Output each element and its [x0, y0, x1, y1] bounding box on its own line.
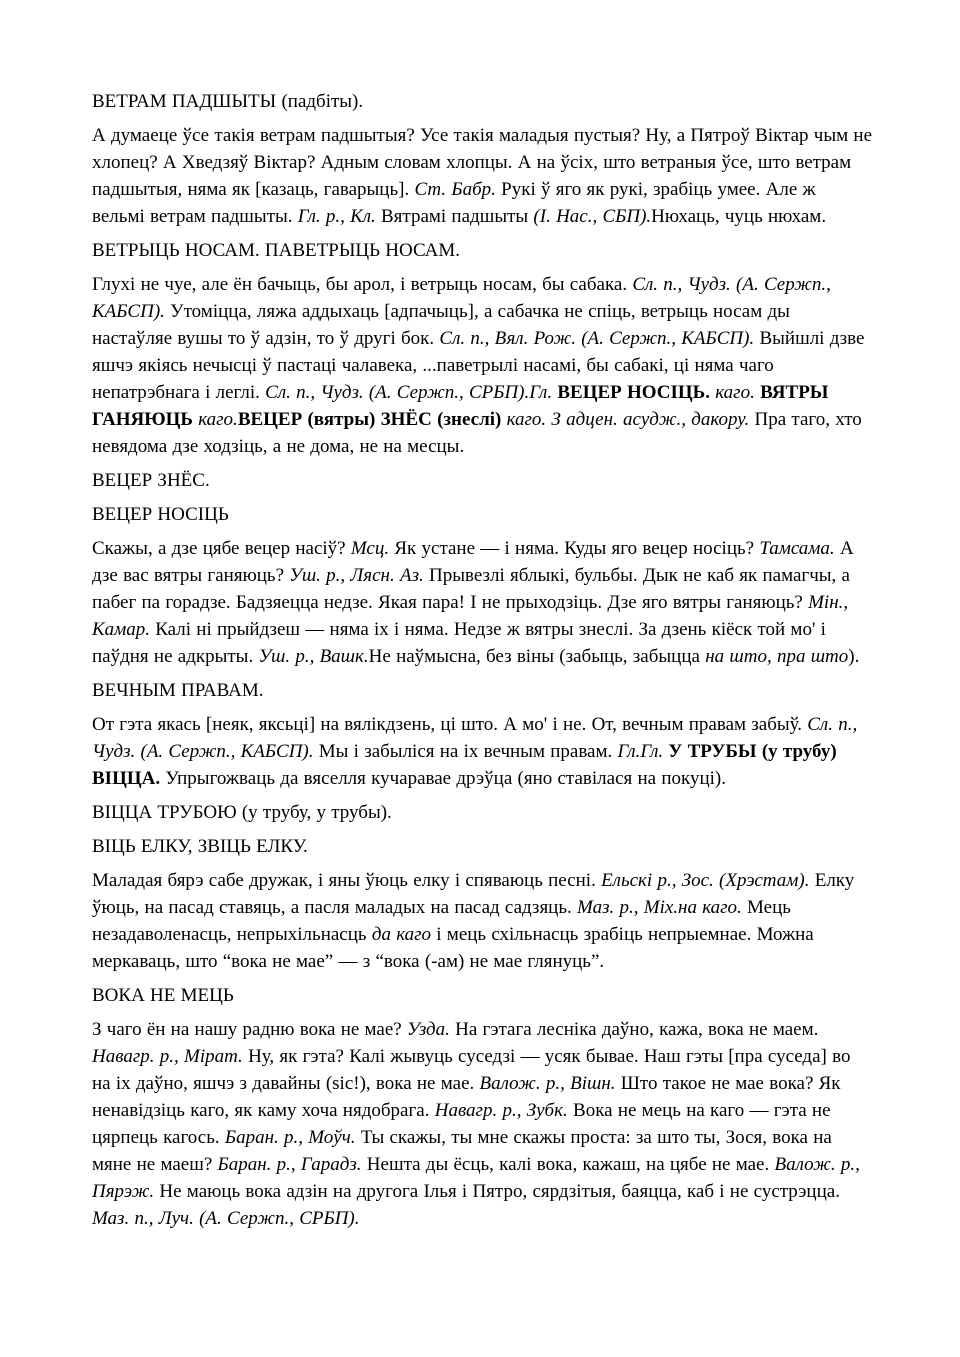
- source-citation: да каго: [371, 924, 432, 945]
- body-text: Нешта ды ёсць, калі вока, кажаш, на цябе не мае.: [361, 1154, 775, 1175]
- source-citation: Баран. р., Моўч.: [224, 1127, 356, 1148]
- body-text: ).: [848, 646, 860, 667]
- body-text: ВЕТРАМ ПАДШЫТЫ (падбіты).: [92, 91, 364, 112]
- source-citation: Баран. р., Гарадз.: [217, 1154, 362, 1175]
- body-text: Утоміцца, ляжа аддыхаць [адпачыць], а сабачка не спіць, ветрыць носам ды настаўляе вушы то ў адзін, то ў другі бок.: [92, 301, 790, 349]
- entry-paragraph: [92, 535, 872, 670]
- cross-reference: ВЯТРЫ ГАНЯЮЦЬ: [92, 382, 829, 430]
- source-citation: Гл. р., Кл.: [297, 206, 376, 227]
- source-citation: Ельскі р., Зос. (Хрэстам).: [601, 870, 810, 891]
- body-text: Вока не мець на каго — гэта не цярпець кагось.: [92, 1100, 831, 1148]
- source-citation: Тамсама.: [759, 538, 835, 559]
- source-citation: на што, пра што: [705, 646, 849, 667]
- entry-heading: [92, 501, 872, 528]
- body-text: Глухі не чуе, але ён бачыць, бы арол, і ветрыць носам, бы сабака.: [92, 274, 633, 295]
- source-citation: Узда.: [407, 1019, 450, 1040]
- body-text: Не маюць вока адзін на другога Ілья і Пятро, сярдзітыя, баяцца, каб і не сустрэцца.: [154, 1181, 840, 1202]
- source-citation: Гл.Гл.: [617, 741, 664, 762]
- body-text: Маладая бярэ сабе дружак, і яны ўюць елку і спяваюць песні.: [92, 870, 602, 891]
- body-text: ВЕЦЕР ЗНЁС.: [92, 470, 210, 491]
- body-text: От гэта якась [неяк, яксьці] на вялікдзень, ці што. А мо' і не. От, вечным правам забыў.: [92, 714, 808, 735]
- body-text: і мець схільнасць зрабіць непрыемнае. Можна меркаваць, што “вока не мае” — з “вока (-ам) не мае глянуць”.: [92, 924, 814, 972]
- body-text: А дзе вас вятры ганяюць?: [92, 538, 854, 586]
- source-citation: Мін., Камар.: [92, 592, 849, 640]
- entry-paragraph: [92, 271, 872, 460]
- source-citation: Сл. п., Вял. Рож. (А. Сержп., КАБСП).: [439, 328, 755, 349]
- body-text: Упрыгожваць да вяселля кучаравае дрэўца (яно ставілася на покуці).: [160, 768, 726, 789]
- body-text: ВІЦЦА ТРУБОЮ (у трубу, у трубы).: [92, 802, 392, 823]
- body-text: Елку ўюць, на пасад ставяць, а пасля маладых на пасад садзяць.: [92, 870, 855, 918]
- body-text: ВОКА НЕ МЕЦЬ: [92, 985, 234, 1006]
- body-text: ВЕЧНЫМ ПРАВАМ.: [92, 680, 264, 701]
- body-text: Ну, як гэта? Калі жывуць суседзі — усяк бывае. Наш гэты [пра суседа] во на іх даўно, яшчэ з давайны (sіc!), вока не мае.: [92, 1046, 851, 1094]
- source-citation: Уш. р., Лясн. Аз.: [289, 565, 424, 586]
- source-citation: Уш. р., Вашк.: [258, 646, 369, 667]
- source-citation: Валож. р., Пярэж.: [92, 1154, 860, 1202]
- source-citation: Ст. Бабр.: [414, 179, 496, 200]
- cross-reference: ВЕЦЕР (вятры) ЗНЁС (знеслі): [237, 409, 502, 430]
- entry-heading: [92, 982, 872, 1009]
- body-text: Як устане — і няма. Куды яго вецер носіць?: [389, 538, 760, 559]
- source-citation: каго.: [715, 382, 755, 403]
- source-citation: Навагр. р., Зубк.: [434, 1100, 568, 1121]
- body-text: Рукі ў яго як рукі, зрабіць умее. Але ж вельмі ветрам падшыты.: [92, 179, 816, 227]
- body-text: ВЕТРЫЦЬ НОСАМ. ПАВЕТРЫЦЬ НОСАМ.: [92, 240, 461, 261]
- body-text: Што такое не мае вока? Як ненавідзіць каго, як каму хоча нядобрага.: [92, 1073, 841, 1121]
- body-text: Калі ні прыйдзеш — няма іх і няма. Недзе ж вятры знеслі. За дзень кіёск той мо' і паўдня не адкрыты.: [92, 619, 826, 667]
- entry-heading: [92, 677, 872, 704]
- body-text: Нюхаць, чуць нюхам.: [651, 206, 827, 227]
- entry-paragraph: [92, 1016, 872, 1232]
- source-citation: Сл. п., Чудз. (А. Сержп., КАБСП).: [92, 714, 858, 762]
- body-text: А думаеце ўсе такія ветрам падшытыя? Усе такія маладыя пустыя? Ну, а Пятроў Віктар чым не хлопец? А Хведзяў Віктар? Адным словам хлопцы. А на ўсіх, што ветраныя ўсе, што ветрам падшытыя, няма як [казаць, гаварыць].: [92, 125, 873, 200]
- body-text: Выйшлі дзве яшчэ якіясь нечысці ў пастаці чалавека, ...паветрылі насамі, бы сабакі, ці няма чаго непатрэбнага і леглі.: [92, 328, 865, 403]
- source-citation: Сл. п., Чудз. (А. Сержп., КАБСП).: [92, 274, 831, 322]
- body-text: Пра таго, хто невядома дзе ходзіць, а не дома, не на месцы.: [92, 409, 862, 457]
- body-text: З чаго ён на нашу радню вока не мае?: [92, 1019, 407, 1040]
- source-citation: Мсц.: [350, 538, 390, 559]
- source-citation: Маз. р., Міх.на каго.: [577, 897, 742, 918]
- body-text: Вятрамі падшыты: [375, 206, 534, 227]
- source-citation: Маз. п., Луч. (А. Сержп., СРБП).: [92, 1208, 360, 1229]
- source-citation: каго.: [198, 409, 238, 430]
- body-text: ВЕЦЕР НОСІЦЬ: [92, 504, 229, 525]
- entry-heading: [92, 833, 872, 860]
- entry-heading: [92, 799, 872, 826]
- body-text: На гэтага лесніка даўно, кажа, вока не маем.: [449, 1019, 819, 1040]
- entry-heading: [92, 88, 872, 115]
- source-citation: Сл. п., Чудз. (А. Сержп., СРБП).Гл.: [265, 382, 553, 403]
- body-text: Скажы, а дзе цябе вецер насіў?: [92, 538, 351, 559]
- entry-heading: [92, 467, 872, 494]
- source-citation: Валож. р., Вішн.: [479, 1073, 616, 1094]
- cross-reference: У ТРУБЫ (у трубу) ВІЦЦА.: [92, 741, 837, 789]
- entry-paragraph: [92, 867, 872, 975]
- source-citation: Навагр. р., Мірат.: [92, 1046, 243, 1067]
- entry-paragraph: [92, 711, 872, 792]
- dictionary-entries: [92, 88, 872, 1232]
- body-text: Мець незадаволенасць, непрыхільнасць: [92, 897, 791, 945]
- body-text: ВІЦЬ ЕЛКУ, ЗВІЦЬ ЕЛКУ.: [92, 836, 308, 857]
- body-text: Прывезлі яблыкі, бульбы. Дык не каб як памагчы, а пабег па горадзе. Бадзяецца недзе. Якая пара! І не прыходзіць. Дзе яго вятры ганяюць?: [92, 565, 850, 613]
- body-text: Ты скажы, ты мне скажы проста: за што ты, Зося, вока на мяне не маеш?: [92, 1127, 832, 1175]
- body-text: Не наўмысна, без віны (забыць, забыцца: [368, 646, 706, 667]
- source-citation: каго. З адцен. асудж., дакору.: [506, 409, 750, 430]
- entry-heading: [92, 237, 872, 264]
- body-text: Мы і забыліся на іх вечным правам.: [313, 741, 618, 762]
- entry-paragraph: [92, 122, 872, 230]
- cross-reference: ВЕЦЕР НОСІЦЬ.: [557, 382, 710, 403]
- source-citation: (І. Нас., СБП).: [533, 206, 652, 227]
